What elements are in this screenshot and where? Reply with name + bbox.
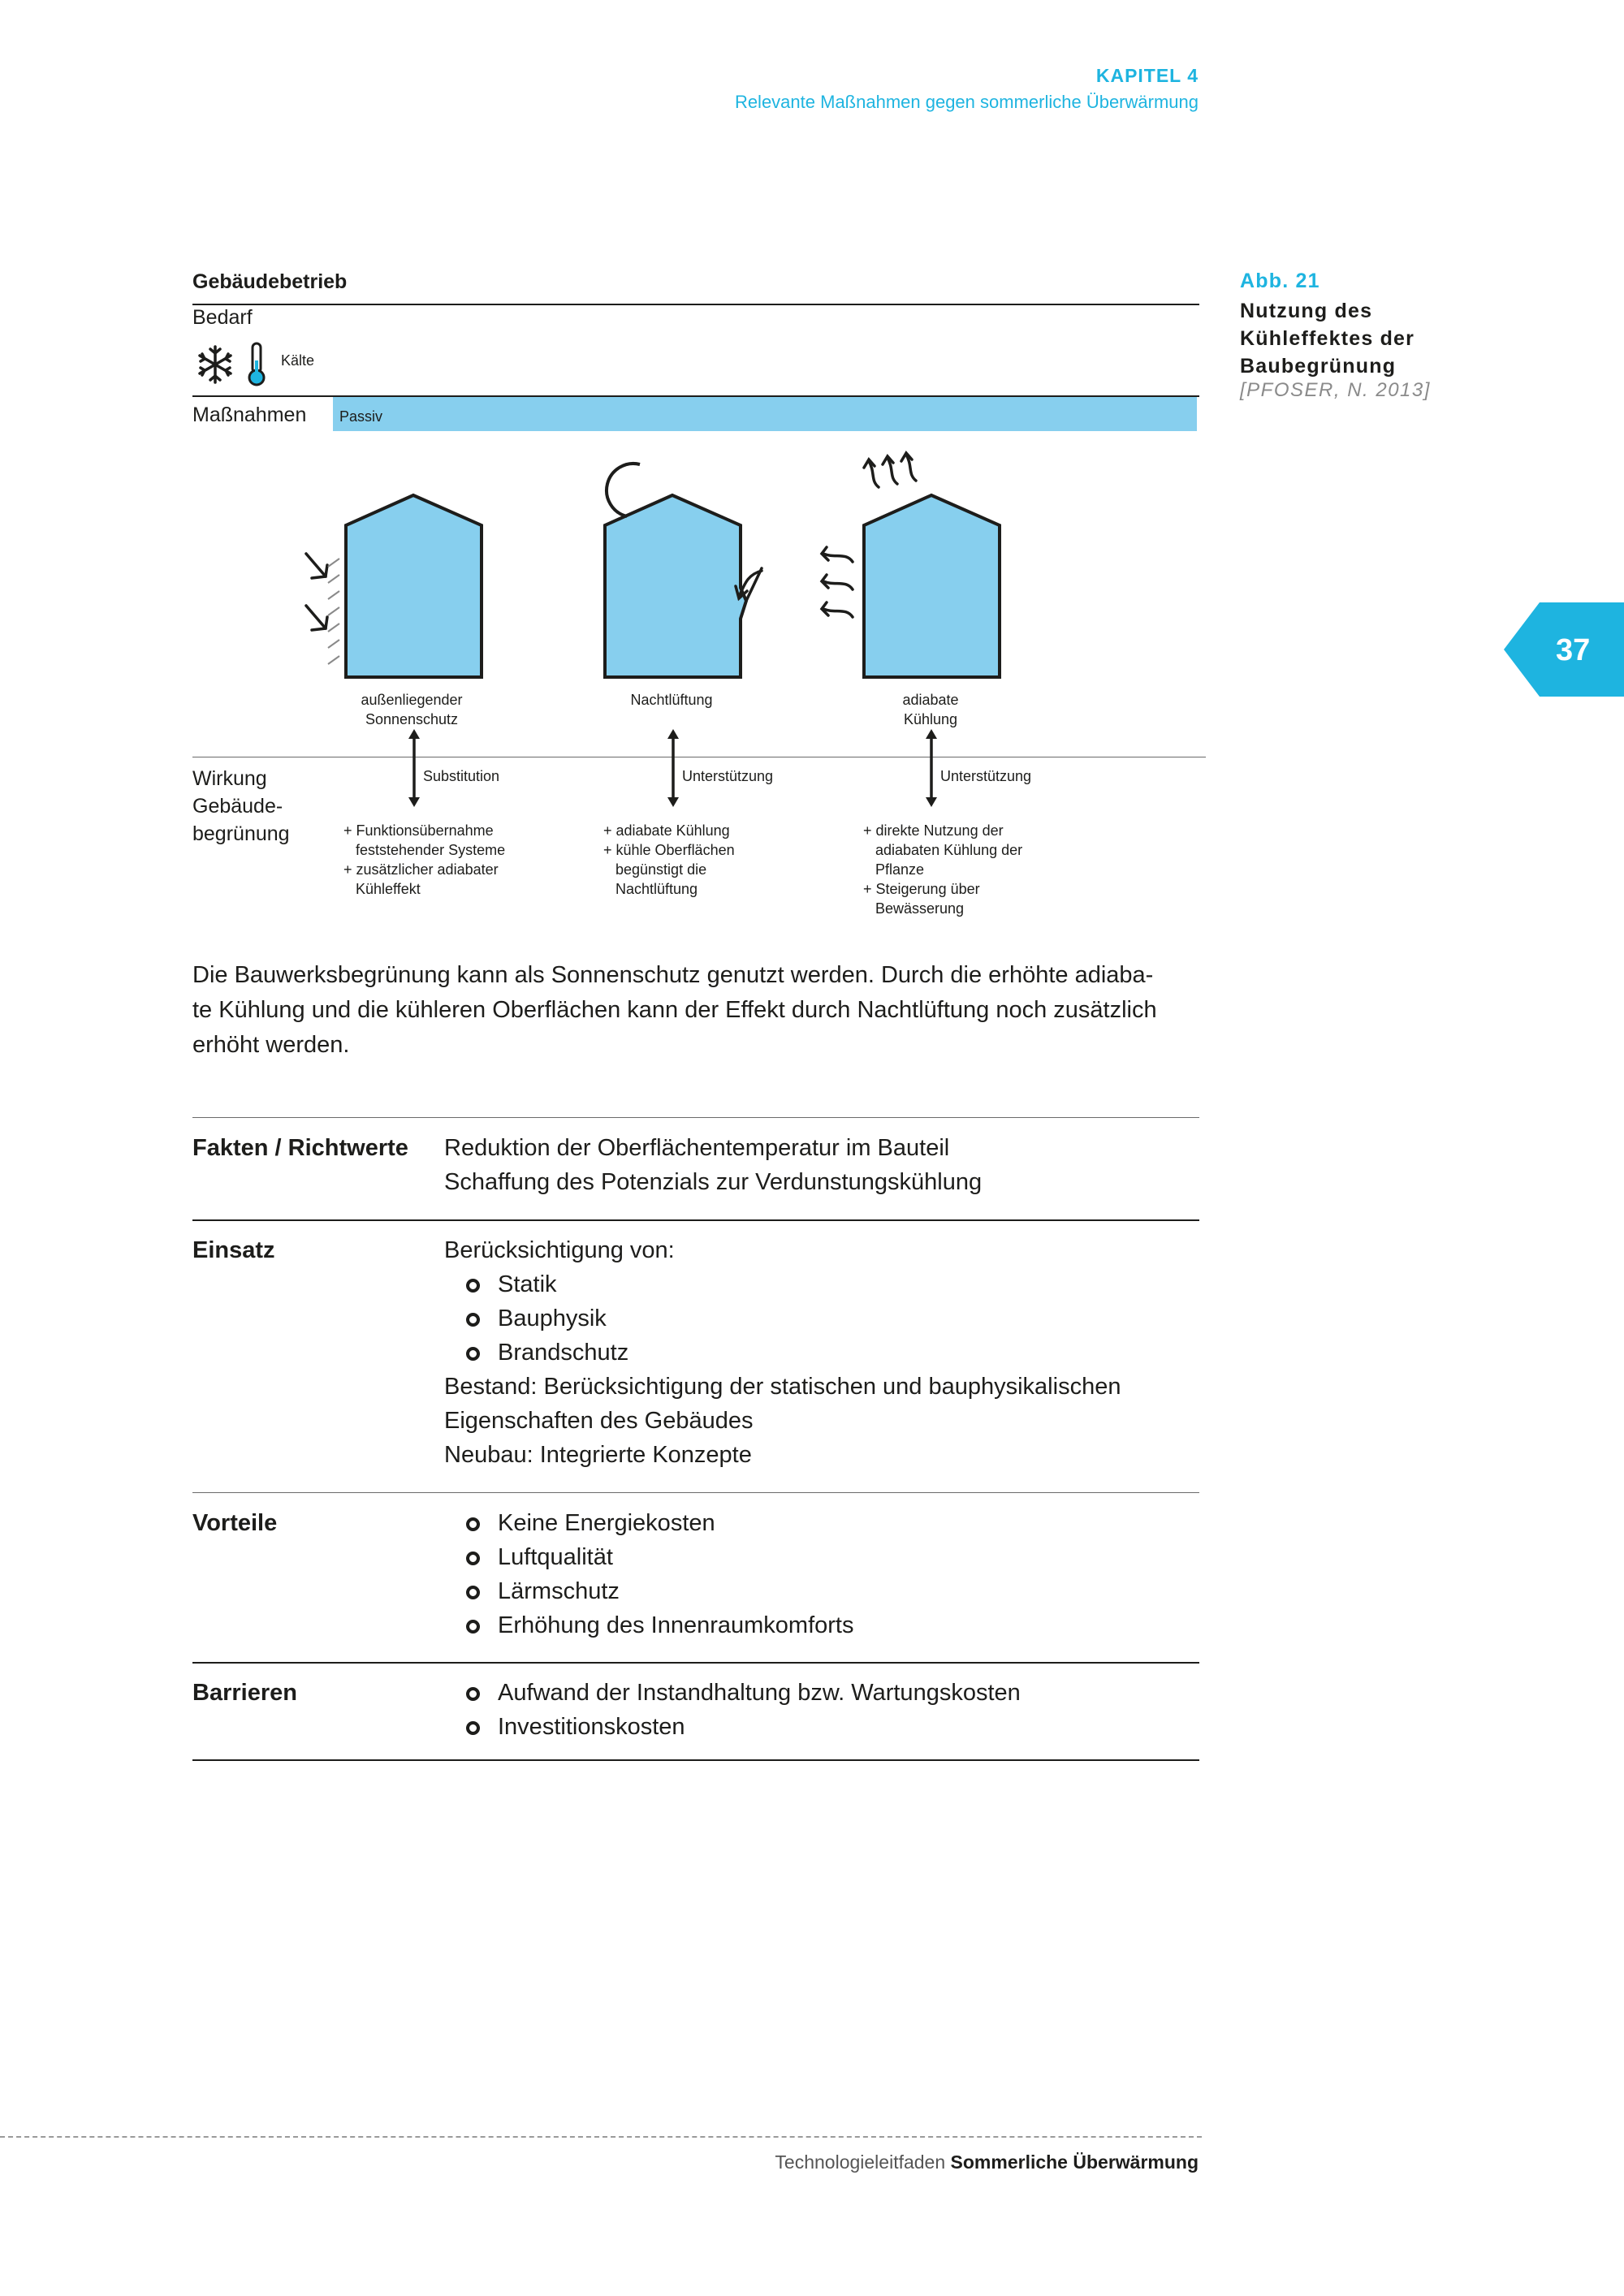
massnahmen-label: Maßnahmen [192, 404, 307, 426]
list-item: Brandschutz [444, 1336, 1199, 1370]
divider [192, 1662, 1199, 1664]
row-value [444, 1506, 1199, 1642]
divider [192, 1219, 1199, 1221]
passiv-label: Passiv [339, 408, 383, 425]
row-label: Fakten / Richtwerte [192, 1135, 408, 1161]
row-value: Berücksichtigung von: Statik Bauphysik Brandschutz Bestand: Berücksichtigung der statischen und bauphysikalischen Eigenschaften des Gebäudes Neubau: Integrierte Konzepte [444, 1233, 1199, 1472]
figure-title: Nutzung des Kühleffektes der Baubegrünung [1240, 300, 1415, 378]
kaelte-label: Kälte [281, 352, 315, 369]
row-label: Barrieren [192, 1680, 297, 1706]
row-label: Vorteile [192, 1510, 278, 1536]
house-label-nachtlueftung: Nachtlüftung [630, 692, 713, 708]
footer-text: Technologieleitfaden Sommerliche Überwärmung [775, 2151, 1199, 2173]
house-nachtlueftung [605, 495, 746, 677]
chapter-label: KAPITEL 4 [1095, 65, 1199, 86]
sun-rays-icon [306, 554, 327, 630]
chapter-subtitle: Relevante Maßnahmen gegen sommerliche Überwärmung [734, 92, 1199, 112]
snowflake-icon [195, 344, 235, 385]
list-item: Keine Energiekosten [444, 1506, 1199, 1540]
shading-lines [328, 559, 339, 664]
section-title: Gebäudebetrieb [192, 270, 348, 293]
footer-dashed-line [0, 2136, 1202, 2138]
row-value: Reduktion der Oberflächentemperatur im Bauteil Schaffung des Potenzials zur Verdunstungskühlung [444, 1135, 983, 1195]
row-value [444, 1676, 1199, 1744]
list-item: Statik [444, 1267, 1199, 1301]
bedarf-label: Bedarf [192, 306, 253, 329]
figure-number: Abb. 21 [1240, 270, 1320, 292]
house-label-sonnenschutz: außenliegender Sonnenschutz [361, 692, 463, 727]
list-item: Lärmschutz [444, 1574, 1199, 1608]
effect-label: Unterstützung [682, 768, 774, 784]
divider [192, 1759, 1199, 1761]
house-adiabate-kuehlung [864, 495, 1000, 677]
effect-label: Substitution [423, 768, 500, 784]
page-number-tab [1504, 602, 1624, 697]
divider [192, 304, 1199, 305]
row-label: Einsatz [192, 1237, 275, 1263]
page-number: 37 [1556, 633, 1591, 667]
body-paragraph: Die Bauwerksbegrünung kann als Sonnenschutz genutzt werden. Durch die erhöhte adiaba- te Kühlung und die kühleren Oberflächen kann der Effekt durch Nachtlüftung noch zusätzlich erhöht werden. [192, 962, 1157, 1058]
wirkung-label: Wirkung Gebäude- begrünung [192, 767, 290, 845]
figure-source: [PFOSER, N. 2013] [1240, 379, 1431, 401]
house-label-adiabate: adiabate Kühlung [902, 692, 959, 727]
divider [192, 1492, 1199, 1493]
moon-icon [607, 464, 640, 516]
list-item: Investitionskosten [444, 1710, 1199, 1744]
effect-list: + direkte Nutzung der adiabaten Kühlung der Pflanze + Steigerung über Bewässerung [863, 822, 1023, 917]
thermometer-icon [245, 341, 268, 386]
list-item: Luftqualität [444, 1540, 1199, 1574]
divider [192, 1117, 1199, 1118]
effect-list: + adiabate Kühlung + kühle Oberflächen begünstigt die Nachtlüftung [603, 822, 735, 897]
house-sonnenschutz [346, 495, 482, 677]
effect-list: + Funktionsübernahme feststehender Systeme + zusätzlicher adiabater Kühleffekt [343, 822, 506, 897]
effect-label: Unterstützung [940, 768, 1032, 784]
list-item: Bauphysik [444, 1301, 1199, 1336]
list-item: Aufwand der Instandhaltung bzw. Wartungskosten [444, 1676, 1199, 1710]
passiv-bar [333, 397, 1197, 431]
houses-diagram [292, 447, 1023, 690]
list-item: Erhöhung des Innenraumkomforts [444, 1608, 1199, 1642]
